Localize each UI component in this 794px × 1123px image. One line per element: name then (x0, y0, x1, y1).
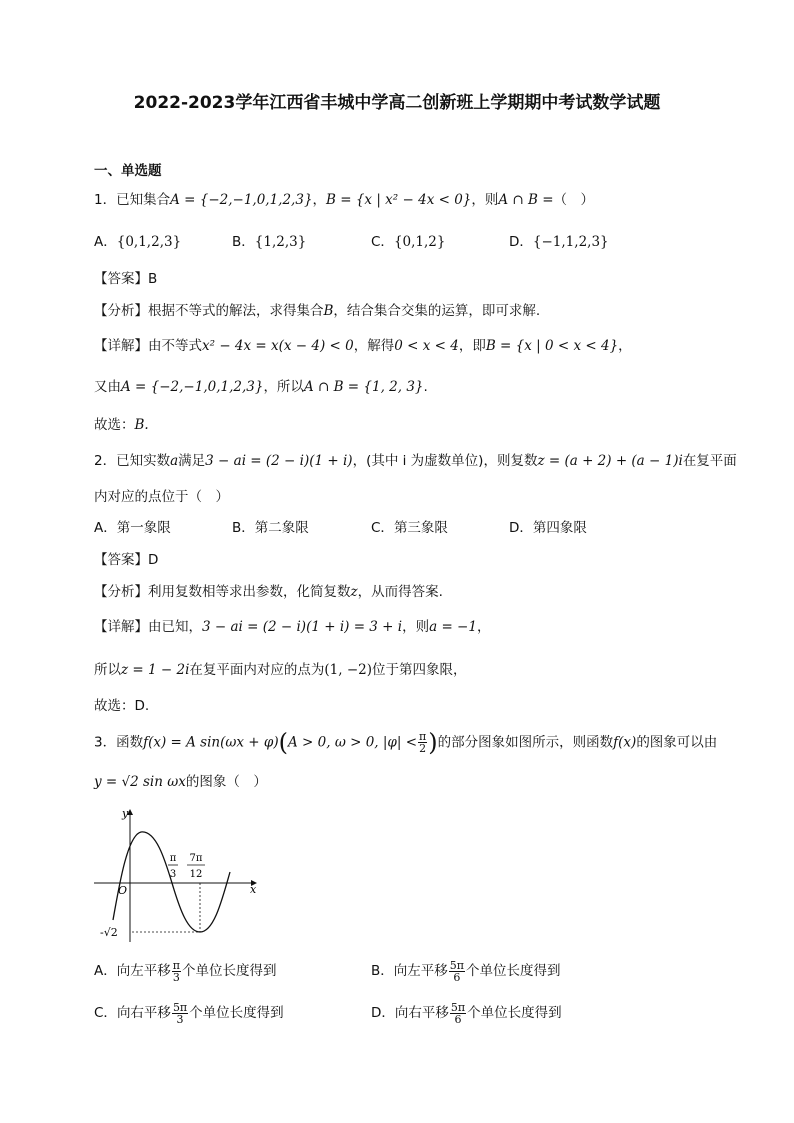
q1-option-a (94, 233, 181, 251)
section-heading: 一、单选题 (94, 163, 162, 179)
q1-analysis-text-a: 根据不等式的解法，求得集合 (148, 303, 324, 319)
q3-stem (94, 728, 718, 757)
tick2-numerator: 7π (189, 853, 203, 864)
q3-option-a-letter: A． (94, 963, 117, 979)
q1-stem-prefix: 1．已知集合 (94, 192, 171, 208)
q1-stem-mid: ，则 (471, 192, 499, 208)
q3-option-b-fraction (449, 960, 465, 983)
q2-var-a: a (170, 453, 179, 469)
q3-option-b (371, 958, 561, 984)
q1-detail-line2 (94, 378, 428, 396)
sine-curve (113, 832, 230, 932)
q2-option-a (94, 519, 171, 537)
q1-detail-range: 0 < x < 4 (394, 338, 459, 354)
q3-option-c (94, 1000, 284, 1026)
q3-option-b-den: 6 (453, 970, 461, 984)
q3-open-paren: ( (278, 728, 288, 757)
q2-stem-d: 在复平面 (682, 453, 737, 469)
q1-detail-text-a: 由不等式 (148, 338, 202, 354)
q3-option-b-post: 个单位长度得到 (466, 963, 561, 979)
q2-stem-b: 满足 (178, 453, 206, 469)
q2-answer (94, 551, 158, 569)
tick1-denominator: 3 (169, 869, 177, 880)
q2-option-d-letter: D． (509, 520, 533, 536)
q2-option-b (232, 519, 309, 537)
q2-equation: 3 − ai = (2 − i)(1 + i) (205, 453, 353, 469)
q2-answer-value: D (148, 552, 159, 568)
q3-option-a-pre: 向左平移 (116, 963, 171, 979)
q1-line2-text-a: 又由 (94, 379, 121, 395)
q3-close-paren: ) (428, 728, 438, 757)
q3-base-function: y = √2 sin ωx (94, 774, 186, 790)
q1-line2-text-b: ，所以 (263, 379, 304, 395)
q3-option-d-letter: D． (371, 1005, 395, 1021)
tick1-numerator: π (169, 853, 177, 864)
q3-option-a (94, 958, 276, 984)
q1-choose-value: B. (134, 417, 149, 433)
q2-detail-line2 (94, 661, 467, 679)
q3-option-a-fraction (172, 960, 181, 983)
q3-option-a-den: 3 (172, 970, 180, 984)
q1-option-c-value: {0,1,2} (393, 234, 446, 250)
q3-option-c-den: 3 (176, 1012, 184, 1026)
q2-option-a-value: 第一象限 (116, 520, 171, 536)
q1-line2-result: A ∩ B = {1, 2, 3} (303, 379, 424, 395)
q1-detail (94, 337, 632, 355)
q1-detail-text-b: ，解得 (353, 338, 395, 354)
x-axis-label: x (250, 883, 257, 896)
q2-line2-z: z = 1 − 2i (121, 662, 190, 678)
q2-line2-text-c: 位于第四象限， (372, 662, 467, 678)
q2-stem-c: ，(其中 i 为虚数单位)，则复数 (352, 453, 538, 469)
q2-answer-label: 【答案】 (94, 552, 148, 568)
q3-option-b-num: 5π (449, 958, 464, 972)
q2-line2-point: (1, −2) (324, 662, 373, 678)
q1-expr: A ∩ B = (498, 192, 554, 208)
q3-function-graph (90, 800, 270, 950)
q2-line2-text-a: 所以 (94, 662, 121, 678)
q1-option-b-letter: B． (232, 234, 255, 250)
q2-analysis-text-a: 利用复数相等求出参数，化简复数 (148, 584, 351, 600)
q1-option-d-letter: D． (509, 234, 533, 250)
q3-option-d-fraction (450, 1002, 466, 1025)
q3-condition: A > 0, ω > 0, |φ| < (288, 734, 418, 751)
q3-option-d-pre: 向右平移 (394, 1005, 449, 1021)
q1-option-d (509, 233, 609, 251)
q1-option-d-value: {−1,1,2,3} (532, 234, 609, 250)
q1-answer-label: 【答案】 (94, 271, 148, 287)
q3-option-c-post: 个单位长度得到 (189, 1005, 284, 1021)
q2-choose-value: D. (134, 698, 150, 714)
q2-option-c-value: 第三象限 (393, 520, 448, 536)
q1-analysis-label: 【分析】 (94, 303, 148, 319)
q2-analysis-label: 【分析】 (94, 584, 148, 600)
q2-detail-label: 【详解】 (94, 619, 148, 635)
q1-set-a: A = {−2,−1,0,1,2,3} (170, 192, 313, 208)
q2-option-d-value: 第四象限 (532, 520, 587, 536)
q1-option-b-value: {1,2,3} (254, 234, 307, 250)
q2-line2-text-b: 在复平面内对应的点为 (189, 662, 325, 678)
q3-stem-a: 3．函数 (94, 734, 144, 751)
q3-stem-c: 的图象可以由 (636, 734, 718, 751)
q1-option-a-letter: A． (94, 234, 117, 250)
q2-option-c (371, 519, 448, 537)
q2-z-expression: z = (a + 2) + (a − 1)i (537, 453, 683, 469)
q3-stem-b: 的部分图象如图所示，则函数 (437, 734, 614, 751)
ymin-label: -√2 (100, 926, 118, 939)
q2-stem-line2: 内对应的点位于（ ） (94, 489, 229, 505)
q3-option-d-num: 5π (450, 1000, 466, 1014)
q1-answer (94, 270, 157, 288)
q1-option-c-letter: C． (371, 234, 394, 250)
q2-choose (94, 697, 149, 715)
q1-option-c (371, 233, 445, 251)
q2-detail-text-b: ，则 (402, 619, 430, 635)
y-axis-label: y (122, 807, 129, 820)
q1-choose (94, 416, 149, 434)
q1-option-b (232, 233, 306, 251)
q1-detail-set: B = {x | 0 < x < 4} (485, 338, 619, 354)
q3-fx: f(x) (613, 734, 637, 751)
q2-detail-text-c: ， (476, 619, 491, 635)
origin-label: O (118, 884, 128, 897)
q1-line2-text-c: . (423, 379, 428, 395)
q2-option-c-letter: C． (371, 520, 394, 536)
q3-option-a-num: π (172, 958, 180, 972)
q3-option-c-letter: C． (94, 1005, 117, 1021)
q1-detail-ineq: x² − 4x = x(x − 4) < 0 (202, 338, 354, 354)
q3-option-d-den: 6 (454, 1012, 462, 1026)
q1-detail-label: 【详解】 (94, 338, 148, 354)
q2-analysis-text-b: ，从而得答案. (357, 584, 443, 600)
q2-detail-eq: 3 − ai = (2 − i)(1 + i) = 3 + i (202, 619, 403, 635)
q2-detail-text-a: 由已知， (148, 619, 202, 635)
q3-option-c-num: 5π (172, 1000, 188, 1014)
q1-detail-text-d: ， (618, 338, 632, 354)
q2-detail (94, 618, 490, 636)
q3-function: f(x) = A sin(ωx + φ) (143, 734, 279, 751)
q3-pi-over-2 (418, 731, 427, 754)
q1-analysis-var: B (323, 303, 334, 319)
q2-option-a-letter: A． (94, 520, 117, 536)
q2-stem (94, 452, 737, 470)
q2-analysis (94, 583, 443, 601)
q3-frac-num: π (419, 730, 427, 743)
page-title: 2022-2023学年江西省丰城中学高二创新班上学期期中考试数学试题 (133, 93, 661, 113)
q2-stem-a: 2．已知实数 (94, 453, 171, 469)
q1-paren: （ ） (553, 192, 595, 208)
q1-answer-value: B (148, 271, 158, 287)
q3-option-b-letter: B． (371, 963, 394, 979)
q2-option-b-letter: B． (232, 520, 255, 536)
q3-stem-line2-text: 的图象（ ） (185, 774, 267, 790)
q2-option-d (509, 519, 587, 537)
tick2-denominator: 12 (189, 869, 203, 880)
q3-option-a-post: 个单位长度得到 (181, 963, 277, 979)
q3-option-c-fraction (172, 1002, 188, 1025)
q3-frac-den: 2 (419, 742, 427, 755)
q1-detail-text-c: ，即 (458, 338, 486, 354)
q3-option-d (371, 1000, 562, 1026)
q3-stem-line2 (94, 773, 267, 791)
q2-detail-a-value: a = −1 (429, 619, 477, 635)
q3-option-b-pre: 向左平移 (393, 963, 448, 979)
q1-stem (94, 191, 594, 209)
q2-choose-label: 故选： (94, 698, 135, 714)
q2-option-b-value: 第二象限 (254, 520, 309, 536)
q3-option-d-post: 个单位长度得到 (467, 1005, 562, 1021)
q1-sep: ， (312, 192, 327, 208)
q3-option-c-pre: 向右平移 (116, 1005, 171, 1021)
q1-analysis (94, 302, 540, 320)
q1-option-a-value: {0,1,2,3} (116, 234, 182, 250)
q1-line2-set: A = {−2,−1,0,1,2,3} (121, 379, 264, 395)
q1-choose-label: 故选： (94, 417, 135, 433)
q1-analysis-text-b: ，结合集合交集的运算，即可求解. (333, 303, 541, 319)
q2-analysis-var: z (350, 584, 358, 600)
q1-set-b: B = {x | x² − 4x < 0} (326, 192, 472, 208)
